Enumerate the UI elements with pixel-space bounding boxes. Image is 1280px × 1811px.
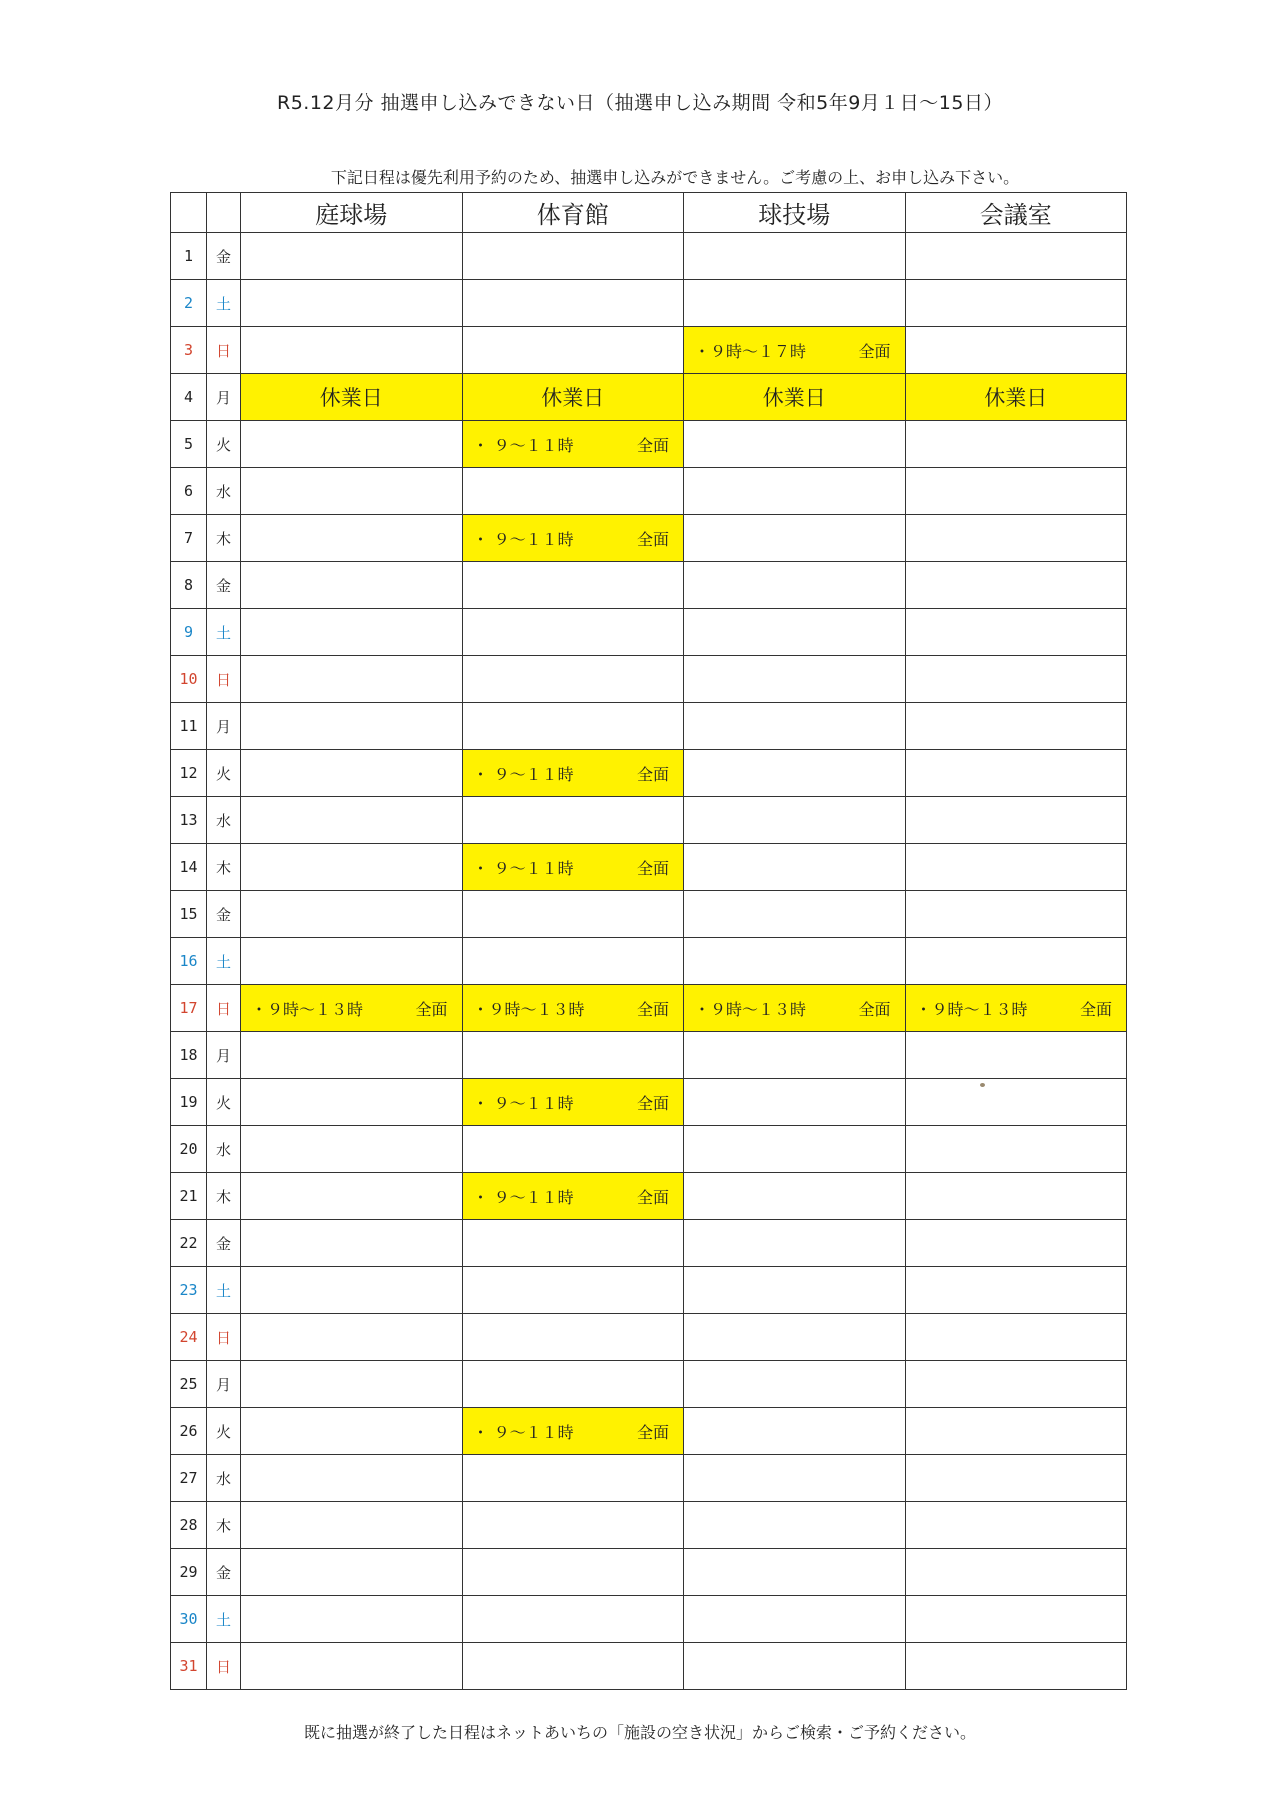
day-number: 23 [171,1267,207,1314]
schedule-cell-empty [241,1314,463,1361]
day-number: 15 [171,891,207,938]
weekday-label: 月 [207,1032,241,1079]
schedule-cell-empty [462,1126,684,1173]
weekday-label: 火 [207,1408,241,1455]
weekday-label: 金 [207,233,241,280]
schedule-cell-empty [905,1643,1127,1690]
schedule-cell-empty [905,515,1127,562]
schedule-cell-empty [905,1173,1127,1220]
table-row [171,1596,1127,1643]
table-row [171,1361,1127,1408]
schedule-cell-reserved [462,750,684,797]
schedule-cell-empty [905,656,1127,703]
header-weekday-blank [207,193,241,233]
schedule-cell-holiday [462,374,684,421]
table-row [171,703,1127,750]
reservation-entry [463,527,684,550]
holiday-label: 休業日 [541,386,605,410]
schedule-table [170,192,1127,1690]
table-row [171,1502,1127,1549]
table-row [171,656,1127,703]
table-row [171,374,1127,421]
schedule-cell-empty [241,1079,463,1126]
weekday-label: 日 [207,1314,241,1361]
weekday-label: 日 [207,1643,241,1690]
schedule-cell-empty [905,1032,1127,1079]
reservation-entry [906,997,1127,1020]
weekday-label: 木 [207,515,241,562]
weekday-label: 金 [207,891,241,938]
schedule-cell-empty [462,1314,684,1361]
reservation-entry [463,433,684,456]
day-number: 2 [171,280,207,327]
schedule-cell-empty [905,562,1127,609]
schedule-cell-empty [462,1267,684,1314]
schedule-cell-empty [462,1549,684,1596]
schedule-cell-empty [462,1643,684,1690]
schedule-cell-holiday [905,374,1127,421]
day-number: 31 [171,1643,207,1690]
holiday-label: 休業日 [984,386,1048,410]
weekday-label: 火 [207,1079,241,1126]
schedule-cell-empty [905,468,1127,515]
schedule-cell-empty [241,1549,463,1596]
reservation-time: ・ ９～１１時 [472,1093,574,1113]
schedule-cell-empty [241,421,463,468]
reservation-entry [463,762,684,785]
schedule-cell-empty [905,1361,1127,1408]
weekday-label: 日 [207,985,241,1032]
schedule-cell-empty [905,891,1127,938]
schedule-cell-empty [905,1267,1127,1314]
schedule-cell-empty [241,515,463,562]
table-row [171,233,1127,280]
reservation-time: ・ ９～１１時 [472,1187,574,1207]
schedule-cell-empty [905,750,1127,797]
weekday-label: 日 [207,327,241,374]
reservation-time: ・ ９～１１時 [472,435,574,455]
schedule-cell-empty [241,1596,463,1643]
table-row [171,562,1127,609]
day-number: 25 [171,1361,207,1408]
weekday-label: 月 [207,703,241,750]
schedule-cell-empty [684,750,906,797]
schedule-cell-empty [905,1596,1127,1643]
schedule-cell-empty [684,421,906,468]
weekday-label: 水 [207,797,241,844]
table-row [171,1408,1127,1455]
day-number: 16 [171,938,207,985]
schedule-cell-empty [462,280,684,327]
day-number: 8 [171,562,207,609]
weekday-label: 月 [207,374,241,421]
schedule-cell-empty [241,703,463,750]
day-number: 11 [171,703,207,750]
schedule-cell-empty [905,1549,1127,1596]
weekday-label: 水 [207,468,241,515]
schedule-cell-empty [241,797,463,844]
weekday-label: 金 [207,562,241,609]
schedule-cell-empty [905,609,1127,656]
reservation-area: 全面 [858,999,891,1019]
weekday-label: 土 [207,280,241,327]
day-number: 22 [171,1220,207,1267]
reservation-entry [241,997,462,1020]
day-number: 21 [171,1173,207,1220]
reservation-area: 全面 [636,1187,669,1207]
weekday-label: 土 [207,938,241,985]
reservation-area: 全面 [636,529,669,549]
schedule-cell-empty [684,1220,906,1267]
schedule-cell-empty [684,797,906,844]
day-number: 18 [171,1032,207,1079]
schedule-cell-reserved [462,1173,684,1220]
schedule-cell-empty [462,233,684,280]
schedule-cell-empty [684,1549,906,1596]
schedule-cell-reserved [684,327,906,374]
schedule-cell-empty [905,280,1127,327]
day-number: 20 [171,1126,207,1173]
schedule-cell-empty [241,1502,463,1549]
reservation-time: ・ ９～１１時 [472,1422,574,1442]
day-number: 3 [171,327,207,374]
schedule-cell-empty [462,797,684,844]
schedule-cell-holiday [684,374,906,421]
reservation-time: ・９時～１３時 [251,999,364,1019]
reservation-area: 全面 [636,858,669,878]
schedule-cell-empty [241,656,463,703]
holiday-label: 休業日 [762,386,826,410]
reservation-area: 全面 [636,1422,669,1442]
schedule-cell-reserved [905,985,1127,1032]
reservation-area: 全面 [1079,999,1112,1019]
schedule-cell-reserved [462,844,684,891]
table-row [171,1549,1127,1596]
reservation-time: ・ ９～１１時 [472,764,574,784]
day-number: 29 [171,1549,207,1596]
schedule-cell-empty [905,938,1127,985]
schedule-cell-empty [684,1173,906,1220]
schedule-cell-empty [462,1361,684,1408]
schedule-cell-reserved [462,515,684,562]
reservation-time: ・９時～１３時 [915,999,1028,1019]
weekday-label: 月 [207,1361,241,1408]
reservation-entry [463,1420,684,1443]
schedule-cell-empty [905,1314,1127,1361]
day-number: 24 [171,1314,207,1361]
schedule-cell-empty [462,1502,684,1549]
reservation-area: 全面 [636,1093,669,1113]
day-number: 28 [171,1502,207,1549]
schedule-cell-empty [684,1361,906,1408]
table-row [171,1173,1127,1220]
table-row [171,468,1127,515]
schedule-cell-empty [905,797,1127,844]
weekday-label: 土 [207,609,241,656]
reservation-area: 全面 [636,435,669,455]
notice-text: 下記日程は優先利用予約のため、抽選申し込みができません。ご考慮の上、お申し込み下さい。 [330,168,1020,187]
day-number: 10 [171,656,207,703]
schedule-cell-empty [241,562,463,609]
schedule-cell-reserved [462,1079,684,1126]
schedule-cell-empty [684,1126,906,1173]
schedule-cell-empty [241,1267,463,1314]
table-row [171,844,1127,891]
schedule-cell-empty [684,515,906,562]
table-row [171,750,1127,797]
weekday-label: 木 [207,1173,241,1220]
header-row [171,193,1127,233]
table-row [171,421,1127,468]
schedule-cell-empty [905,327,1127,374]
weekday-label: 火 [207,750,241,797]
weekday-label: 金 [207,1220,241,1267]
table-row [171,1126,1127,1173]
schedule-cell-empty [684,703,906,750]
reservation-area: 全面 [415,999,448,1019]
schedule-cell-empty [241,1173,463,1220]
day-number: 5 [171,421,207,468]
facility-header: 庭球場 [241,193,463,233]
schedule-cell-empty [241,1643,463,1690]
schedule-cell-empty [905,1220,1127,1267]
schedule-cell-empty [684,233,906,280]
schedule-cell-empty [684,656,906,703]
schedule-cell-empty [462,1220,684,1267]
reservation-entry [463,1091,684,1114]
facility-header: 球技場 [684,193,906,233]
facility-header: 会議室 [905,193,1127,233]
scan-speck [980,1083,985,1087]
schedule-cell-empty [905,1455,1127,1502]
day-number: 30 [171,1596,207,1643]
schedule-cell-empty [241,327,463,374]
document-title: R5.12月分 抽選申し込みできない日（抽選申し込み期間 令和5年9月１日～15日） [277,92,1003,114]
schedule-cell-empty [241,844,463,891]
table-row [171,609,1127,656]
day-number: 26 [171,1408,207,1455]
table-row [171,280,1127,327]
schedule-cell-empty [462,703,684,750]
schedule-cell-empty [462,891,684,938]
table-row [171,938,1127,985]
table-row [171,1314,1127,1361]
day-number: 19 [171,1079,207,1126]
table-row [171,797,1127,844]
schedule-cell-empty [241,280,463,327]
weekday-label: 木 [207,844,241,891]
schedule-cell-empty [462,656,684,703]
schedule-cell-empty [241,750,463,797]
weekday-label: 日 [207,656,241,703]
header-day-blank [171,193,207,233]
schedule-cell-empty [684,1408,906,1455]
schedule-cell-empty [905,844,1127,891]
weekday-label: 土 [207,1267,241,1314]
holiday-label: 休業日 [319,386,383,410]
schedule-cell-empty [684,1032,906,1079]
schedule-cell-empty [241,891,463,938]
schedule-cell-empty [905,1079,1127,1126]
reservation-entry [463,856,684,879]
schedule-cell-empty [462,1596,684,1643]
schedule-cell-empty [241,1220,463,1267]
schedule-body [171,233,1127,1690]
schedule-cell-empty [684,280,906,327]
schedule-cell-reserved [462,421,684,468]
schedule-cell-empty [241,938,463,985]
footer-note: 既に抽選が終了した日程はネットあいちの「施設の空き状況」からご検索・ご予約ください。 [303,1723,976,1742]
table-row [171,1643,1127,1690]
schedule-cell-empty [684,1267,906,1314]
reservation-time: ・ ９～１１時 [472,529,574,549]
schedule-cell-empty [684,1643,906,1690]
reservation-entry [463,1185,684,1208]
day-number: 27 [171,1455,207,1502]
schedule-cell-empty [905,703,1127,750]
schedule-cell-empty [905,1126,1127,1173]
schedule-cell-holiday [241,374,463,421]
table-row [171,1455,1127,1502]
schedule-cell-empty [462,1455,684,1502]
schedule-cell-empty [684,562,906,609]
table-row [171,1220,1127,1267]
reservation-time: ・９時～１７時 [694,341,807,361]
schedule-cell-empty [684,609,906,656]
schedule-cell-empty [684,938,906,985]
weekday-label: 金 [207,1549,241,1596]
reservation-time: ・ ９～１１時 [472,858,574,878]
reservation-entry [463,997,684,1020]
schedule-cell-empty [684,1455,906,1502]
day-number: 4 [171,374,207,421]
schedule-cell-empty [241,609,463,656]
facility-header: 体育館 [462,193,684,233]
schedule-cell-empty [905,1502,1127,1549]
schedule-cell-empty [684,1314,906,1361]
reservation-time: ・９時～１３時 [694,999,807,1019]
reservation-area: 全面 [858,341,891,361]
schedule-cell-empty [684,468,906,515]
schedule-cell-empty [905,233,1127,280]
day-number: 7 [171,515,207,562]
schedule-cell-reserved [684,985,906,1032]
schedule-cell-reserved [462,1408,684,1455]
weekday-label: 土 [207,1596,241,1643]
schedule-cell-empty [241,1361,463,1408]
schedule-cell-empty [462,562,684,609]
schedule-cell-empty [241,1408,463,1455]
table-row [171,1267,1127,1314]
weekday-label: 水 [207,1126,241,1173]
day-number: 12 [171,750,207,797]
schedule-cell-reserved [462,985,684,1032]
schedule-cell-empty [241,233,463,280]
schedule-cell-empty [684,1596,906,1643]
table-row [171,891,1127,938]
schedule-cell-empty [462,327,684,374]
day-number: 14 [171,844,207,891]
schedule-cell-empty [241,1126,463,1173]
schedule-cell-empty [462,1032,684,1079]
weekday-label: 水 [207,1455,241,1502]
weekday-label: 木 [207,1502,241,1549]
schedule-cell-empty [905,421,1127,468]
table-row [171,1032,1127,1079]
day-number: 9 [171,609,207,656]
schedule-cell-empty [684,844,906,891]
schedule-cell-empty [241,1032,463,1079]
day-number: 1 [171,233,207,280]
schedule-cell-empty [462,609,684,656]
table-row [171,985,1127,1032]
weekday-label: 火 [207,421,241,468]
schedule-cell-empty [462,468,684,515]
reservation-area: 全面 [636,764,669,784]
reservation-time: ・９時～１３時 [472,999,585,1019]
reservation-entry [684,997,905,1020]
reservation-entry [684,339,905,362]
schedule-cell-empty [241,468,463,515]
schedule-cell-empty [905,1408,1127,1455]
schedule-cell-empty [241,1455,463,1502]
reservation-area: 全面 [636,999,669,1019]
schedule-cell-empty [684,1502,906,1549]
schedule-cell-empty [684,1079,906,1126]
day-number: 13 [171,797,207,844]
day-number: 17 [171,985,207,1032]
table-row [171,515,1127,562]
table-row [171,327,1127,374]
schedule-cell-empty [462,938,684,985]
day-number: 6 [171,468,207,515]
schedule-cell-empty [684,891,906,938]
schedule-cell-reserved [241,985,463,1032]
